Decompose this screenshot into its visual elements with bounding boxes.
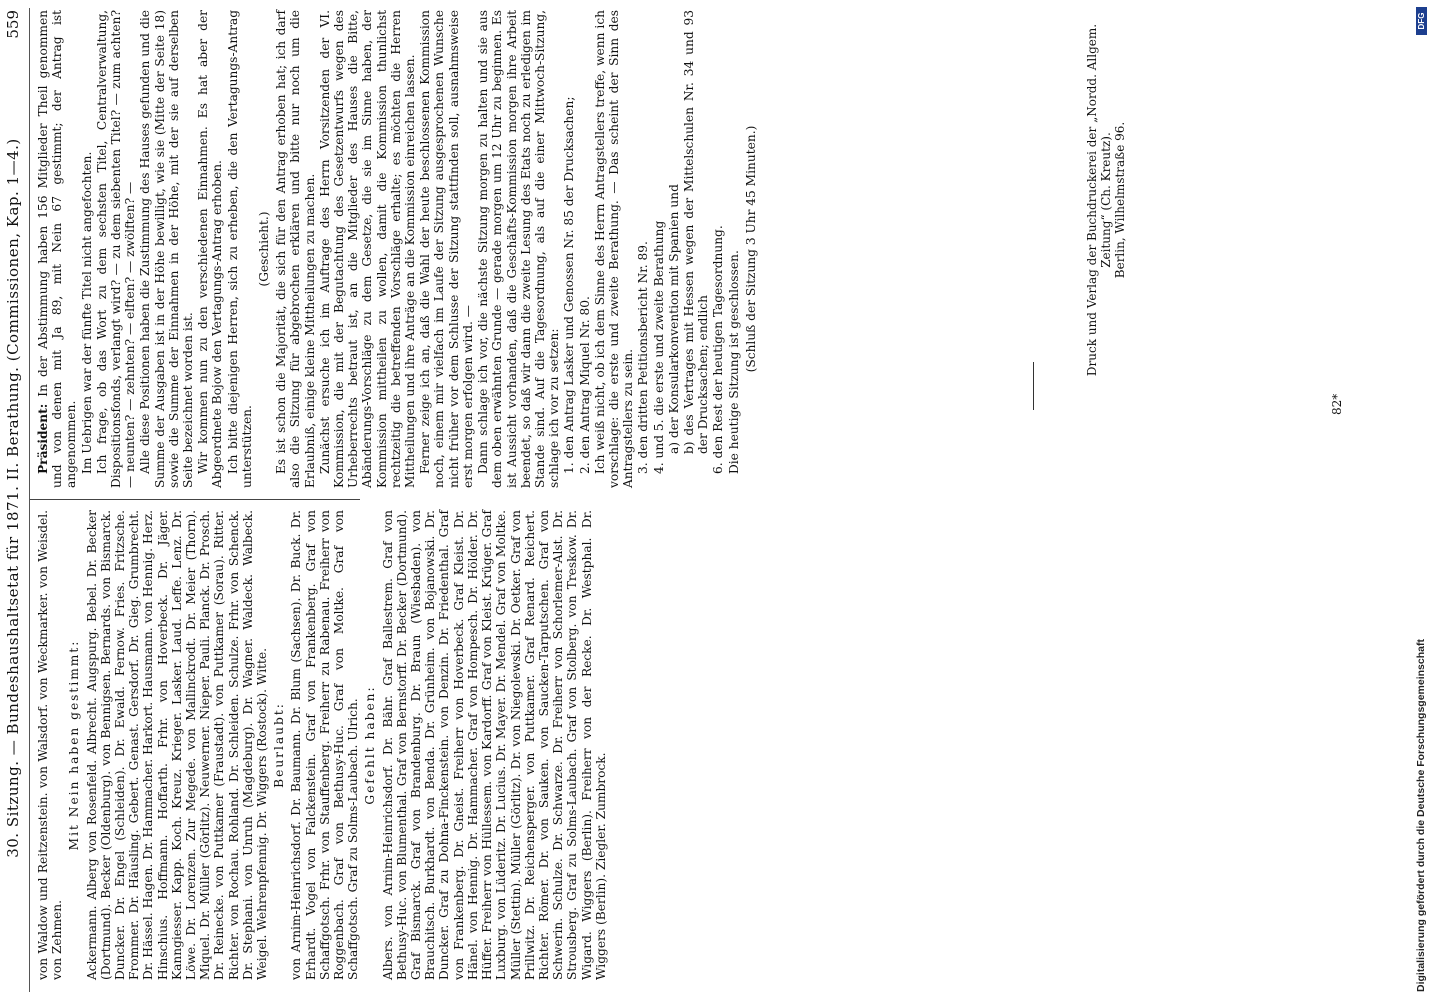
closing-statement: Die heutige Sitzung ist geschlossen. bbox=[726, 250, 741, 474]
no-vote-heading: Mit Nein haben gestimmt: bbox=[67, 639, 82, 851]
speech-paragraph: Alle diese Positionen haben die Zustimmung des Hauses gefunden und die Summe der Ausgaben ist in der Höhe bewilligt, wie sie (Mitte der Seite 18) sowie die Summe der Einnahmen in der Höhe, mit der sie auf derselben Seite bezeichnet worden ist. bbox=[138, 10, 196, 488]
sheet-signature: 82* bbox=[1330, 393, 1344, 415]
page-header bbox=[0, 4, 30, 992]
gefehlt-names: Albers. von Arnim-Heinrichsdorf. Dr. Bähr. Graf Ballestrem. Graf von Bethusy-Huc. von Blumenthal. Graf von Bernstorff. Dr. Becker (Dortmund). Graf Bismarck. Graf von Brandenburg. Dr. Braun (Wiesbaden). von Brauchitsch. Burkhardt. von Benda. Dr. Grünheim. von Bojanowski. Dr. Duncker. Graf zu Dohna-Finckenstein. von Denzin. Dr. Friedenthal. Graf von Frankenberg. Dr. Gneist. Freiherr von Hoverbeck. Graf Kleist. Dr. Hänel. von Hennig. Dr. Hammacher. Graf von Hompesch. Dr. Hölder. Dr. Hüffer. Freiherr von Hüllessem. von Kardorff. Graf von Kleist. Krüger. Graf Luxburg. von Lüderitz. Dr. Lucius. Dr. Mayer. Dr. Mendel. Graf von Moltke. Müller (Stettin). Müller (Görlitz). Dr. von Niegolewski. Dr. Oetker. Graf von Prillwitz. Dr. Reichensperger. von Puttkamer. Graf Renard. Reichert. Richter. Römer. Dr. von Sauken. von Saucken-Tarputschen. Graf von Schwerin. Schulze. Dr. Schwarze. Dr. Freiherr von Schorlemer-Alst. Dr. Strousberg. Graf zu Solms-Laubach. Graf von Stolberg. von Treskow. Dr. Wigard. Wiggers (Berlin). Freiherr von der Recke. Dr. Westphal. Dr. Wiggers (Berlin). Ziegler. Zumbrock. bbox=[380, 510, 608, 980]
header-rule bbox=[29, 8, 30, 992]
beurlaubt-heading: Beurlaubt: bbox=[272, 702, 287, 788]
beurlaubt-names: von Arnim-Heinrichsdorf. Dr. Baumann. Dr. Blum (Sachsen). Dr. Buck. Dr. Erhardt. Vogel von Falckenstein. Graf von Frankenberg. Graf von Schaffgotsch. Frhr. von Stauffenberg. Freiherr zu Rabenau. Freiherr von Roggenbach. Graf von Bethusy-Huc. Graf von Moltke. Graf von Schaffgotsch. Graf zu Solms-Laubach. Ulrich. bbox=[289, 510, 361, 980]
page-number: 559 bbox=[4, 10, 22, 39]
speech-paragraph: Es ist schon die Majorität, die sich für den Antrag erhoben hat; ich darf also die Sitzung für abgebrochen erklären und bitte nur noch um die Erlaubniß, einige kleine Mittheilungen zu machen. bbox=[274, 10, 317, 488]
imprint-line: Druck und Verlag der Buchdruckerei der „Nordd. Allgem. Zeitung“ (Ch. Kreutz). bbox=[1085, 23, 1113, 377]
agenda-subitem: a) der Konsularkonvention mit Spanien und bbox=[666, 184, 681, 454]
speech-paragraph: Ich bitte diejenigen Herren, sich zu erheben, die den Vertagungs-Antrag unterstützen. bbox=[225, 10, 254, 488]
agenda-item: 2. den Antrag Miquel Nr. 80. bbox=[577, 296, 592, 474]
right-column bbox=[36, 10, 761, 488]
gefehlt-heading: Gefehlt haben: bbox=[363, 685, 378, 805]
agenda-item: 1. den Antrag Lasker und Genossen Nr. 85 der Drucksachen; bbox=[562, 96, 577, 474]
end-rule bbox=[1033, 362, 1034, 410]
imprint-line: Berlin, Wilhelmstraße 96. bbox=[1113, 121, 1127, 279]
speaker-label: Präsident: bbox=[36, 403, 50, 474]
no-vote-names: Ackermann. Alberg von Rosenfeld. Albrecht. Augspurg. Bebel. Dr. Becker (Dortmund). Becker (Oldenburg). von Bennigsen. Bernards. von Bismarck. Duncker. Dr. Engel (Schleiden). Dr. Ewald. Fernow. Fries. Fritzsche. Frommer. Dr. Häusling. Gebert. Genast. Gersdorf. Dr. Gieg. Grumbrecht. Dr. Hässel. Hagen. Dr. Hammacher. Harkort. Hausmann. von Hennig. Herz. Hinschius. Hoffmann. Hoffarth. Frhr. von Hoverbeck. Dr. Jäger. Kanngiesser. Kapp. Koch. Kreuz. Krieger. Lasker. Laud. Leffe. Lenz. Dr. Löwe. Dr. Lorenzen. Zur Megede. von Mallinckrodt. Dr. Meier (Thorn). Miquel. Dr. Müller (Görlitz). Neuwerner. Nieper. Pauli. Planck. Dr. Prosch. Dr. Reinecke. von Puttkamer (Fraustadt). von Puttkamer (Sorau). Ritter. Richter. von Rochau. Rohland. Dr. Schleiden. Schulze. Frhr. von Schenck. Dr. Stephani. von Unruh (Magdeburg). Dr. Wagner. Waldeck. Walbeck. Weigel. Wehrenpfennig. Dr. Wiggers (Rostock). Witte. bbox=[84, 510, 270, 980]
agenda-item: 3. den dritten Petitionsbericht Nr. 89. bbox=[636, 241, 651, 474]
speech-paragraph: Ferner zeige ich an, daß die Wahl der heute beschlossenen Kommission noch, einem mir vielfach im Laufe der Sitzung ausgesprochenen Wunsche nicht früher vor dem Schlusse der Sitzung stattfinden soll, ausnahmsweise erst morgen erfolgen wird. — bbox=[418, 10, 475, 488]
agenda-item: 6. den Rest der heutigen Tagesordnung. bbox=[711, 225, 726, 474]
column-rule bbox=[30, 499, 360, 500]
imprint bbox=[1085, 20, 1127, 380]
interjection: (Geschieht.) bbox=[257, 211, 272, 287]
dfg-logo: DFG bbox=[1416, 7, 1427, 35]
left-column bbox=[36, 510, 609, 980]
speech-paragraph: Wir kommen nun zu den verschiedenen Einnahmen. Es hat aber der Abgeordnete Bojow den Vertagungs-Antrag erhoben. bbox=[196, 10, 225, 488]
speech-paragraph: Ich weiß nicht, ob ich dem Sinne des Herrn Antragstellers treffe, wenn ich vorschlage: die erste und zweite Berathung. — Das scheint der Sinn des Antragstellers zu sein. bbox=[592, 10, 636, 488]
page-title: 30. Sitzung. — Bundeshaushaltsetat für 1871. II. Berathung. (Commissionen, Kap. 1—4.) bbox=[4, 138, 22, 858]
speech-paragraph: Ich frage, ob das Wort zu dem sechsten Titel, Centralverwaltung, Dispositionsfonds, verlangt wird? — zu dem siebenten Titel? — zum achten? — neunten? — zehnten? — elften? — zwölften? — bbox=[94, 10, 138, 488]
digitization-banner bbox=[1410, 0, 1432, 1000]
closing-time: (Schluß der Sitzung 3 Uhr 45 Minuten.) bbox=[743, 125, 758, 373]
digitization-note: Digitalisierung gefördert durch die Deutsche Forschungsgemeinschaft bbox=[1415, 639, 1427, 992]
top-names-line: von Waldow und Reitzenstein. von Walsdorf. von Weckmarker. von Weisdel. von Zehmen. bbox=[36, 510, 65, 980]
speech-paragraph: Präsident: In der Abstimmung haben 156 Mitglieder Theil genommen und von denen mit Ja 89, mit Nein 67 gestimmt; der Antrag ist angenommen. bbox=[36, 9, 79, 488]
agenda-item: 4. und 5. die erste und zweite Berathung bbox=[651, 220, 666, 474]
speech-paragraph: Zunächst ersuche ich im Auftrage des Herrn Vorsitzenden der VI. Kommission, die mit der Begutachtung des Gesetzentwurfs wegen des Urheberrechts betraut ist, an die Mitglieder des Hauses die Bitte, Abänderungs-Vorschläge zu dem Gesetze, die sie im Sinne haben, der Kommission mittheilen zu wollen, damit die Kommission thunlichst rechtzeitig die betreffenden Vorschläge erhalte; es möchten die Herren Mittheilungen und ihre Anträge an die Kommission einreichen lassen. bbox=[317, 10, 418, 488]
agenda-subitem: b) des Vertrages mit Hessen wegen der Mittelschulen Nr. 34 und 93 der Drucksachen; endlich bbox=[681, 10, 711, 454]
speech-paragraph: Im Uebrigen war der fünfte Titel nicht angefochten. bbox=[79, 151, 94, 474]
speech-paragraph: Dann schlage ich vor, die nächste Sitzung morgen zu halten und sie aus dem oben erwähnten Grunde — gerade morgen um 12 Uhr zu beginnen. Es ist Aussicht vorhanden, daß die Geschäfts-Kommission morgen ihre Arbeit beendet, so daß wir dann die zweite Lesung des Etats noch zu erledigen im Stande sind. Auf die Tagesordnung, als auf die einer Mittwoch-Sitzung, schlage ich vor zu setzen: bbox=[476, 10, 562, 488]
